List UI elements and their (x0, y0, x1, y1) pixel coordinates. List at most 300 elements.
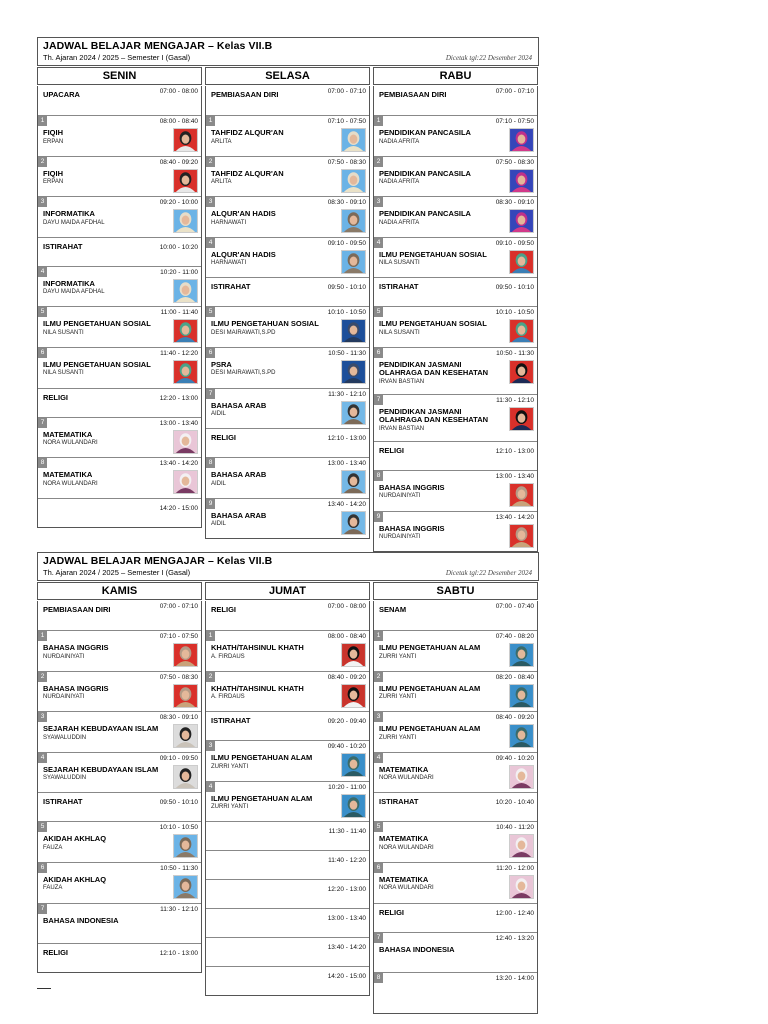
day-column-jumat (205, 582, 370, 996)
slot-list (37, 86, 202, 528)
period-number: 6 (374, 348, 383, 358)
teacher-name: ZURRI YANTI (379, 734, 417, 741)
printed-date: Dicetak tgl:22 Desember 2024 (445, 54, 532, 62)
slot-time: 12:10 - 13:00 (327, 435, 366, 443)
teacher-name: SYAWALUDDIN (43, 775, 87, 782)
period-number: 7 (374, 933, 383, 943)
academic-year: Th. Ajaran 2024 / 2025 – Semester I (Gasal) (43, 568, 191, 577)
period-number: 1 (206, 631, 215, 641)
subject-name: MATEMATIKA (379, 764, 429, 774)
period-number: 4 (374, 238, 383, 248)
day-heading: SELASA (205, 67, 370, 85)
period-number: 6 (374, 863, 383, 873)
teacher-photo (173, 765, 198, 789)
schedule-title: JADWAL BELAJAR MENGAJAR – Kelas VII.B (43, 40, 273, 52)
schedule-block (37, 37, 539, 541)
slot-time: 10:40 - 11:20 (496, 824, 534, 832)
period-number: 1 (374, 631, 383, 641)
teacher-name: ARLITA (211, 138, 232, 145)
subject-name: AKIDAH AKHLAQ (43, 834, 107, 844)
schedule-slot (374, 972, 537, 1013)
subject-name: ILMU PENGETAHUAN ALAM (211, 793, 313, 803)
period-number: 6 (38, 863, 47, 873)
subject-name: UPACARA (43, 90, 80, 99)
day-heading: SENIN (37, 67, 202, 85)
slot-time: 07:00 - 07:10 (495, 88, 534, 95)
subject-name: ILMU PENGETAHUAN ALAM (379, 643, 481, 652)
period-number: 3 (38, 712, 47, 722)
subject-name: ILMU PENGETAHUAN SOSIAL (379, 319, 487, 329)
slot-time: 09:50 - 10:10 (159, 799, 198, 807)
slot-time: 12:20 - 13:00 (159, 394, 198, 402)
teacher-name: NORA WULANDARI (43, 480, 98, 487)
slot-time: 11:40 - 12:20 (160, 349, 198, 357)
slot-time: 13:00 - 13:40 (495, 472, 534, 480)
subject-name: PSRA (211, 359, 232, 369)
subject-name: BAHASA INDONESIA (379, 944, 455, 954)
period-number: 4 (206, 782, 215, 792)
slot-time: 10:50 - 11:30 (328, 349, 366, 357)
teacher-name: NURDAINIYATI (379, 493, 421, 500)
schedule-slot (374, 237, 537, 278)
slot-time: 10:50 - 11:30 (496, 349, 534, 357)
teacher-photo (341, 643, 366, 667)
teacher-photo (341, 319, 366, 343)
schedule-slot (374, 752, 537, 793)
subject-name: ILMU PENGETAHUAN ALAM (211, 753, 313, 763)
teacher-name: NORA WULANDARI (379, 844, 434, 851)
teacher-photo (173, 724, 198, 748)
teacher-name: HARNAWATI (211, 219, 247, 226)
teacher-name: HARNAWATI (211, 260, 247, 267)
teacher-name: AIDIL (211, 521, 227, 528)
subject-name: AKIDAH AKHLAQ (43, 874, 107, 884)
period-number: 5 (38, 822, 47, 832)
slot-time: 09:20 - 10:00 (159, 199, 198, 207)
subject-name: ILMU PENGETAHUAN ALAM (379, 683, 481, 693)
subject-name: ILMU PENGETAHUAN SOSIAL (379, 249, 487, 259)
schedule-slot (206, 277, 369, 306)
slot-time: 08:00 - 08:40 (327, 633, 366, 640)
teacher-name: IRVAN BASTIAN (379, 378, 425, 385)
teacher-photo (173, 875, 198, 899)
slot-time: 07:40 - 08:20 (495, 633, 534, 640)
slot-time: 07:10 - 07:50 (327, 118, 366, 125)
slot-time: 12:10 - 13:00 (159, 950, 198, 958)
subject-name: ISTIRAHAT (379, 797, 419, 807)
subject-name: RELIGI (379, 907, 405, 917)
period-number: 2 (374, 157, 383, 167)
period-number: 2 (38, 157, 47, 167)
slot-time: 11:30 - 12:10 (328, 390, 366, 398)
teacher-name: NORA WULANDARI (379, 775, 434, 782)
period-number: 3 (374, 712, 383, 722)
subject-name: RELIGI (211, 605, 237, 614)
teacher-name: SYAWALUDDIN (43, 734, 87, 741)
slot-time: 10:10 - 10:50 (159, 824, 198, 832)
schedule-slot (374, 306, 537, 347)
slot-time: 11:20 - 12:00 (496, 864, 534, 872)
teacher-photo (509, 643, 534, 667)
subject-name: PEMBIASAAN DIRI (43, 605, 111, 614)
slot-time: 13:40 - 14:20 (159, 460, 198, 468)
period-number: 2 (206, 157, 215, 167)
teacher-name: NILA SUSANTI (43, 329, 84, 336)
teacher-photo (173, 684, 198, 708)
teacher-name: DAYU MAIDA AFDHAL (43, 219, 105, 226)
slot-time: 07:50 - 08:30 (159, 673, 198, 681)
slot-time: 12:40 - 13:20 (495, 934, 534, 942)
slot-time: 08:40 - 09:20 (327, 673, 366, 681)
subject-name: RELIGI (379, 445, 405, 455)
period-number: 3 (374, 197, 383, 207)
teacher-photo (509, 360, 534, 384)
teacher-name: ERPAN (43, 138, 64, 145)
teacher-name: DAYU MAIDA AFDHAL (43, 289, 105, 296)
teacher-photo (509, 483, 534, 507)
teacher-name: AIDIL (211, 480, 227, 487)
day-column-sabtu (373, 582, 538, 1014)
footer-rule (37, 988, 51, 989)
schedule-slot (38, 86, 201, 115)
schedule-header (37, 552, 539, 581)
slot-time: 08:40 - 09:20 (159, 158, 198, 166)
day-heading: RABU (373, 67, 538, 85)
schedule-slot (206, 966, 369, 995)
period-number: 1 (38, 116, 47, 126)
schedule-slot (374, 821, 537, 862)
subject-name: TAHFIDZ ALQUR'AN (211, 168, 284, 178)
subject-name: PENDIDIKAN JASMANI OLAHRAGA DAN KESEHATAN (379, 406, 489, 425)
slot-time: 14:20 - 15:00 (159, 504, 198, 512)
period-number: 5 (374, 307, 383, 317)
slot-time: 08:40 - 09:20 (495, 714, 534, 722)
subject-name: KHATH/TAHSINUL KHATH (211, 683, 304, 693)
subject-name: PEMBIASAAN DIRI (379, 90, 447, 99)
slot-time: 12:20 - 13:00 (327, 886, 366, 894)
subject-name: INFORMATIKA (43, 209, 95, 219)
schedule-slot (206, 850, 369, 879)
period-number: 4 (206, 238, 215, 248)
schedule-slot (38, 196, 201, 237)
teacher-photo (341, 128, 366, 152)
subject-name: ISTIRAHAT (211, 716, 251, 726)
schedule-slot (206, 347, 369, 388)
period-number: 3 (206, 741, 215, 751)
schedule-slot (206, 601, 369, 630)
teacher-photo (341, 360, 366, 384)
teacher-name: ZURRI YANTI (211, 804, 249, 811)
subject-name: BAHASA INGGRIS (43, 643, 109, 652)
period-number: 8 (374, 471, 383, 481)
printed-date: Dicetak tgl:22 Desember 2024 (445, 569, 532, 577)
teacher-name: A. FIRDAUS (211, 694, 245, 701)
schedule-slot (374, 903, 537, 932)
slot-time: 13:00 - 13:40 (159, 419, 198, 427)
slot-list (373, 601, 538, 1014)
schedule-slot (38, 601, 201, 630)
teacher-photo (173, 169, 198, 193)
schedule-slot (38, 862, 201, 903)
teacher-name: NADIA AFRITA (379, 219, 420, 226)
subject-name: MATEMATIKA (43, 429, 93, 439)
slot-time: 10:20 - 11:00 (328, 783, 366, 791)
schedule-slot (206, 740, 369, 781)
slot-time: 09:10 - 09:50 (159, 754, 198, 762)
slot-list (37, 601, 202, 973)
teacher-photo (341, 753, 366, 777)
slot-time: 10:20 - 11:00 (160, 268, 198, 276)
slot-time: 12:10 - 13:00 (495, 447, 534, 455)
schedule-slot (206, 781, 369, 822)
subject-name: ISTIRAHAT (43, 797, 83, 807)
period-number: 4 (38, 753, 47, 763)
slot-time: 13:40 - 14:20 (327, 944, 366, 952)
teacher-photo (173, 128, 198, 152)
subject-name: BAHASA ARAB (211, 470, 267, 480)
slot-time: 07:00 - 08:00 (159, 88, 198, 95)
slot-time: 13:00 - 13:40 (327, 915, 366, 923)
teacher-photo (341, 250, 366, 274)
period-number: 5 (206, 307, 215, 317)
slot-time: 07:00 - 08:00 (327, 603, 366, 610)
schedule-slot (38, 156, 201, 197)
slot-list (373, 86, 538, 552)
period-number: 4 (38, 267, 47, 277)
period-number: 7 (38, 418, 47, 428)
schedule-slot (374, 511, 537, 552)
schedule-slot (206, 630, 369, 671)
day-column-senin (37, 67, 202, 528)
slot-time: 09:20 - 09:40 (327, 718, 366, 726)
schedule-slot (38, 417, 201, 458)
subject-name: MATEMATIKA (379, 874, 429, 884)
slot-list (205, 601, 370, 996)
slot-time: 07:00 - 07:10 (327, 88, 366, 95)
slot-time: 09:40 - 10:20 (327, 743, 366, 751)
slot-time: 10:50 - 11:30 (160, 864, 198, 872)
slot-time: 08:30 - 09:10 (159, 714, 198, 722)
slot-time: 13:20 - 14:00 (495, 975, 534, 983)
teacher-name: FAUZA (43, 844, 63, 851)
schedule-slot (38, 671, 201, 712)
teacher-photo (509, 209, 534, 233)
schedule-slot (38, 457, 201, 498)
subject-name: ILMU PENGETAHUAN SOSIAL (211, 319, 319, 329)
teacher-photo (509, 684, 534, 708)
subject-name: BAHASA ARAB (211, 510, 267, 520)
subject-name: SEJARAH KEBUDAYAAN ISLAM (43, 764, 159, 774)
academic-year: Th. Ajaran 2024 / 2025 – Semester I (Gasal) (43, 53, 191, 62)
slot-time: 09:50 - 10:10 (495, 284, 534, 292)
schedule-slot (374, 347, 537, 394)
slot-time: 07:00 - 07:10 (159, 603, 198, 610)
slot-time: 09:40 - 10:20 (495, 754, 534, 762)
teacher-photo (341, 684, 366, 708)
teacher-photo (341, 401, 366, 425)
schedule-slot (38, 388, 201, 417)
schedule-slot (206, 879, 369, 908)
schedule-slot (206, 115, 369, 156)
slot-list (205, 86, 370, 539)
schedule-slot (38, 237, 201, 266)
period-number: 8 (206, 458, 215, 468)
schedule-slot (374, 792, 537, 821)
period-number: 3 (206, 197, 215, 207)
teacher-photo (341, 511, 366, 535)
schedule-slot (206, 937, 369, 966)
subject-name: FIQIH (43, 168, 63, 178)
slot-time: 10:10 - 10:50 (495, 309, 534, 317)
slot-time: 11:30 - 11:40 (328, 828, 366, 836)
subject-name: PEMBIASAAN DIRI (211, 90, 279, 99)
slot-time: 07:50 - 08:30 (327, 158, 366, 166)
period-number: 3 (38, 197, 47, 207)
schedule-title: JADWAL BELAJAR MENGAJAR – Kelas VII.B (43, 555, 273, 567)
slot-time: 09:10 - 09:50 (327, 239, 366, 247)
teacher-photo (341, 209, 366, 233)
period-number: 4 (374, 753, 383, 763)
period-number: 1 (206, 116, 215, 126)
subject-name: KHATH/TAHSINUL KHATH (211, 643, 304, 652)
subject-name: ALQUR'AN HADIS (211, 209, 276, 219)
schedule-slot (206, 86, 369, 115)
subject-name: ISTIRAHAT (43, 241, 83, 251)
day-column-selasa (205, 67, 370, 539)
period-number: 2 (206, 672, 215, 682)
teacher-photo (173, 360, 198, 384)
subject-name: SENAM (379, 605, 407, 614)
teacher-name: IRVAN BASTIAN (379, 425, 425, 432)
slot-time: 13:40 - 14:20 (495, 513, 534, 521)
teacher-photo (509, 724, 534, 748)
teacher-photo (173, 834, 198, 858)
subject-name: PENDIDIKAN JASMANI OLAHRAGA DAN KESEHATAN (379, 359, 489, 378)
schedule-slot (374, 115, 537, 156)
slot-time: 08:00 - 08:40 (159, 118, 198, 125)
teacher-photo (509, 128, 534, 152)
teacher-photo (173, 279, 198, 303)
subject-name: ISTIRAHAT (211, 282, 251, 292)
schedule-slot (38, 347, 201, 388)
teacher-name: NORA WULANDARI (43, 440, 98, 447)
teacher-photo (341, 470, 366, 494)
slot-time: 08:20 - 08:40 (495, 673, 534, 681)
schedule-slot (206, 711, 369, 740)
schedule-slot (206, 196, 369, 237)
teacher-name: ZURRI YANTI (379, 694, 417, 701)
teacher-name: NILA SUSANTI (43, 370, 84, 377)
schedule-slot (374, 671, 537, 712)
period-number: 9 (206, 499, 215, 509)
schedule-slot (206, 821, 369, 850)
slot-time: 11:30 - 12:10 (496, 396, 534, 404)
slot-time: 09:50 - 10:10 (327, 284, 366, 292)
subject-name: BAHASA INGGRIS (379, 482, 445, 492)
period-number: 1 (38, 631, 47, 641)
schedule-slot (206, 671, 369, 712)
subject-name: INFORMATIKA (43, 278, 95, 288)
schedule-slot (38, 943, 201, 972)
schedule-slot (374, 156, 537, 197)
teacher-photo (173, 430, 198, 454)
subject-name: PENDIDIKAN PANCASILA (379, 128, 471, 137)
teacher-name: DESI MAIRAWATI,S.PD (211, 329, 276, 336)
schedule-slot (38, 752, 201, 793)
subject-name: BAHASA INGGRIS (379, 523, 445, 533)
teacher-name: ZURRI YANTI (211, 763, 249, 770)
slot-time: 11:30 - 12:10 (160, 905, 198, 913)
schedule-slot (38, 630, 201, 671)
teacher-name: FAUZA (43, 885, 63, 892)
schedule-slot (206, 428, 369, 457)
period-number: 7 (206, 389, 215, 399)
teacher-photo (341, 169, 366, 193)
teacher-name: ARLITA (211, 179, 232, 186)
slot-time: 07:50 - 08:30 (495, 158, 534, 166)
schedule-slot (374, 862, 537, 903)
slot-time: 08:30 - 09:10 (495, 199, 534, 207)
schedule-slot (38, 266, 201, 307)
teacher-photo (341, 794, 366, 818)
subject-name: PENDIDIKAN PANCASILA (379, 209, 471, 219)
day-heading: KAMIS (37, 582, 202, 600)
subject-name: ILMU PENGETAHUAN SOSIAL (43, 319, 151, 329)
period-number: 9 (374, 512, 383, 522)
schedule-slot (206, 306, 369, 347)
teacher-photo (509, 875, 534, 899)
schedule-slot (374, 932, 537, 973)
teacher-photo (509, 524, 534, 548)
teacher-photo (509, 765, 534, 789)
schedule-slot (206, 237, 369, 278)
teacher-name: NILA SUSANTI (379, 329, 420, 336)
slot-time: 13:40 - 14:20 (327, 500, 366, 508)
schedule-slot (374, 601, 537, 630)
subject-name: ILMU PENGETAHUAN ALAM (379, 724, 481, 734)
schedule-block (37, 552, 539, 983)
subject-name: RELIGI (43, 392, 69, 402)
teacher-photo (509, 250, 534, 274)
teacher-name: AIDIL (211, 411, 227, 418)
schedule-slot (374, 470, 537, 511)
teacher-name: ERPAN (43, 179, 64, 186)
teacher-name: ZURRI YANTI (379, 653, 417, 660)
teacher-photo (509, 319, 534, 343)
period-number: 2 (38, 672, 47, 682)
schedule-slot (374, 196, 537, 237)
schedule-slot (374, 711, 537, 752)
subject-name: BAHASA INGGRIS (43, 683, 109, 693)
teacher-photo (173, 470, 198, 494)
slot-time: 13:00 - 13:40 (327, 460, 366, 468)
slot-time: 11:00 - 11:40 (160, 309, 198, 317)
schedule-slot (38, 711, 201, 752)
period-number: 8 (374, 973, 383, 983)
subject-name: BAHASA ARAB (211, 400, 267, 410)
slot-time: 10:00 - 10:20 (159, 243, 198, 251)
day-heading: JUMAT (205, 582, 370, 600)
teacher-name: NURDAINIYATI (43, 653, 85, 660)
schedule-slot (38, 792, 201, 821)
subject-name: MATEMATIKA (43, 470, 93, 480)
schedule-slot (206, 457, 369, 498)
day-heading: SABTU (373, 582, 538, 600)
subject-name: MATEMATIKA (379, 834, 429, 844)
schedule-slot (374, 630, 537, 671)
period-number: 5 (38, 307, 47, 317)
teacher-name: NADIA AFRITA (379, 179, 420, 186)
